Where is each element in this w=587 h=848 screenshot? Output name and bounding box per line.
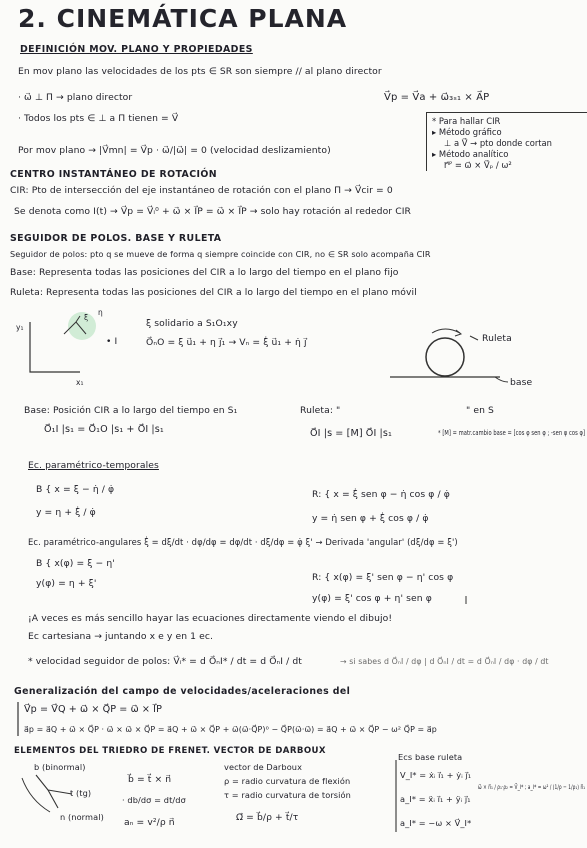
section-heading-seguidor: SEGUIDOR DE POLOS. BASE Y RULETA <box>10 233 222 244</box>
intro-line-4: Por mov plano → |V⃗mn| = V⃗p · ω⃗/|ω⃗| = 0 (velocidad deslizamiento) <box>18 145 331 156</box>
param-ruleta-x: R: { x = ξ̇ sen φ − η̇ cos φ / φ̇ <box>312 489 450 500</box>
binormal-equation: b⃗ = t⃗ × n⃗ <box>128 774 172 785</box>
xi-label: ξ <box>84 313 89 322</box>
seguidor-line-3: Ruleta: Representa todas las posiciones del CIR a lo largo del tiempo en el plano móvil <box>10 287 417 298</box>
normal-acceleration: aₙ = v²/ρ n⃗ <box>124 817 175 828</box>
velocity-formula: V⃗p = V⃗a + ω⃗₃ₛ₁ × A⃗P <box>384 92 490 103</box>
frenet-triad-sketch <box>36 775 72 808</box>
angular-ruleta-x: R: { x(φ) = ξ' sen φ − η' cos φ <box>312 572 454 583</box>
ruleta-pointer <box>470 336 478 340</box>
frenet-binormal-label: b (binormal) <box>34 762 86 772</box>
cir-method-analitico-formula: r⃗ᴵᴾ = ω⃗ × V⃗ₚ / ω² <box>444 160 512 170</box>
ecs-velocity: V_I* = ẋᵢ i⃗₁ + ẏᵢ j⃗₁ <box>400 770 472 780</box>
velocity-field-formula: V⃗p = V⃗Q + ω⃗ × Q⃗P = ω⃗ × I⃗P <box>24 704 162 715</box>
rho-definition: ρ = radio curvatura de flexión <box>224 776 351 786</box>
seguidor-line-1: Seguidor de polos: pto q se mueve de forma q siempre coincide con CIR, no ∈ SR solo acompaña CIR <box>10 249 431 259</box>
axis-y-label: y₁ <box>16 323 24 332</box>
base-position-text: Base: Posición CIR a lo largo del tiempo en S₁ <box>24 405 238 416</box>
angular-ruleta-y: y(φ) = ξ' cos φ + η' sen φ <box>312 593 432 604</box>
param-base-y: y = η + ξ̇ / φ̇ <box>36 507 96 518</box>
frenet-tangent-label: t (tg) <box>70 788 92 798</box>
ruleta-position-end: " en S <box>466 405 494 416</box>
intro-line-3: · Todos los pts ∈ ⊥ a Π tienen = V⃗ <box>18 113 179 124</box>
darboux-vector-formula: Ω⃗ = b⃗/ρ + t⃗/τ <box>236 812 299 823</box>
ruleta-position-text: Ruleta: " <box>300 405 341 416</box>
cartesian-equation-text: Ec cartesiana → juntando x e y en 1 ec. <box>28 631 214 642</box>
cir-line-2: Se denota como I(t) → V⃗p = V⃗ᵢ⁰ + ω⃗ × I⃗P = ω⃗ × I⃗P → solo hay rotación al rededor CIR <box>14 206 411 217</box>
ecs-curvature-relation: ω⃗ × n⃗₁ / ρ₁·ρ₂ = V⃗_I* ; a_I* = ω² / (1/ρ − 1/ρ₁) n⃗₁ <box>478 783 586 791</box>
param-temporal-heading: Ec. paramétrico-temporales <box>28 460 159 471</box>
cir-line-1: CIR: Pto de intersección del eje instantáneo de rotación con el plano Π → V⃗cir = 0 <box>10 185 393 196</box>
section-heading-frenet: ELEMENTOS DEL TRIEDRO DE FRENET. VECTOR DE DARBOUX <box>14 746 326 756</box>
frenet-curve-sketch <box>22 778 50 812</box>
ruleta-position-formula: O⃗I |s = [M] O⃗I |s₁ <box>310 428 392 439</box>
cir-method-analitico: ▸ Método analítico <box>432 149 509 159</box>
cir-method-grafico: ▸ Método gráfico <box>432 127 502 137</box>
rotation-arrow <box>432 329 460 333</box>
change-of-basis-matrix: * [M] = matr.cambio base = [cos φ sen φ ; -sen φ cos φ] <box>438 429 586 437</box>
base-position-formula: O⃗₁I |s₁ = O⃗₁O |s₁ + O⃗I |s₁ <box>44 424 164 435</box>
axis-x-label: x₁ <box>76 378 84 387</box>
frenet-normal-label: n (normal) <box>60 812 104 822</box>
solidario-text: ξ solidario a S₁O₁xy <box>146 318 238 329</box>
param-angular-heading: Ec. paramétrico-angulares ξ̇ = dξ/dt · dφ/dφ = dφ/dt · dξ/dφ = φ̇ ξ' → Derivada 'angular' (dξ/dφ = ξ') <box>28 537 458 547</box>
angular-base-x: B { x(φ) = ξ − η' <box>36 558 115 569</box>
base-pointer <box>495 377 508 382</box>
ecs-acceleration: a_I* = ẍᵢ i⃗₁ + ÿᵢ j⃗₁ <box>400 794 471 804</box>
eta-label: η <box>98 308 103 317</box>
seguidor-velocity-chain-rule: → si sabes d O⃗ₙI / dφ | d O⃗ₙI / dt = d O⃗ₙI / dφ · dφ / dt <box>340 657 549 666</box>
binormal-derivative: · db/dσ = dt/dσ <box>122 795 186 805</box>
tau-definition: τ = radio curvatura de torsión <box>224 790 351 800</box>
seguidor-velocity-formula: * velocidad seguidor de polos: V⃗ᵢ* = d O⃗ₙI* / dt = d O⃗ₙI / dt <box>28 656 302 667</box>
intro-line-1: En mov plano las velocidades de los pts ∈ SR son siempre // al plano director <box>18 66 382 77</box>
cir-method-grafico-desc: ⊥ a V⃗ → pto donde cortan <box>444 138 552 148</box>
ruleta-circle <box>426 338 464 376</box>
param-ruleta-y: y = η̇ sen φ + ξ̇ cos φ / φ̇ <box>312 513 429 524</box>
acceleration-field-formula: a⃗p = a⃗Q + ω⃗ × Q⃗P · ω⃗ × ω⃗ × Q⃗P = a⃗Q + ω⃗ × Q⃗P + ω⃗(ω⃗·Q⃗P)⁰ − Q⃗P(ω⃗·ω⃗) = a⃗Q + ω⃗ × Q⃗P − ω² Q⃗P = a⃗p <box>24 725 437 734</box>
angular-base-y: y(φ) = η + ξ' <box>36 578 97 589</box>
section-heading-generalizacion: Generalización del campo de velocidades/aceleraciones del <box>14 686 351 697</box>
note-dibujo: ¡A veces es más sencillo hayar las ecuaciones directamente viendo el dibujo! <box>28 613 393 624</box>
darboux-title: vector de Darboux <box>224 762 303 772</box>
ecs-base-ruleta-title: Ecs base ruleta <box>398 752 463 762</box>
ecs-acceleration-cross: a_I* = −ω × V⃗_I* <box>400 818 472 828</box>
section-heading-definicion: DEFINICIÓN MOV. PLANO Y PROPIEDADES <box>20 44 253 55</box>
page-title: 2. CINEMÁTICA PLANA <box>18 4 348 33</box>
section-heading-cir: CENTRO INSTANTÁNEO DE ROTACIÓN <box>10 169 217 180</box>
ruleta-label: Ruleta <box>482 333 512 344</box>
intro-line-2: · ω⃗ ⊥ Π → plano director <box>18 92 133 103</box>
point-i-label: • I <box>106 336 118 347</box>
cir-method-title: * Para hallar CIR <box>432 116 501 126</box>
seguidor-line-2: Base: Representa todas las posiciones del CIR a lo largo del tiempo en el plano fijo <box>10 267 399 278</box>
base-label: base <box>510 377 533 388</box>
param-base-x: B { x = ξ − η̇ / φ̇ <box>36 484 115 495</box>
velocity-seguidor-formula: O⃗ₙO = ξ u⃗₁ + η j⃗₁ → Vₙ = ξ̇ u⃗₁ + η̇ j⃗ <box>146 337 307 348</box>
